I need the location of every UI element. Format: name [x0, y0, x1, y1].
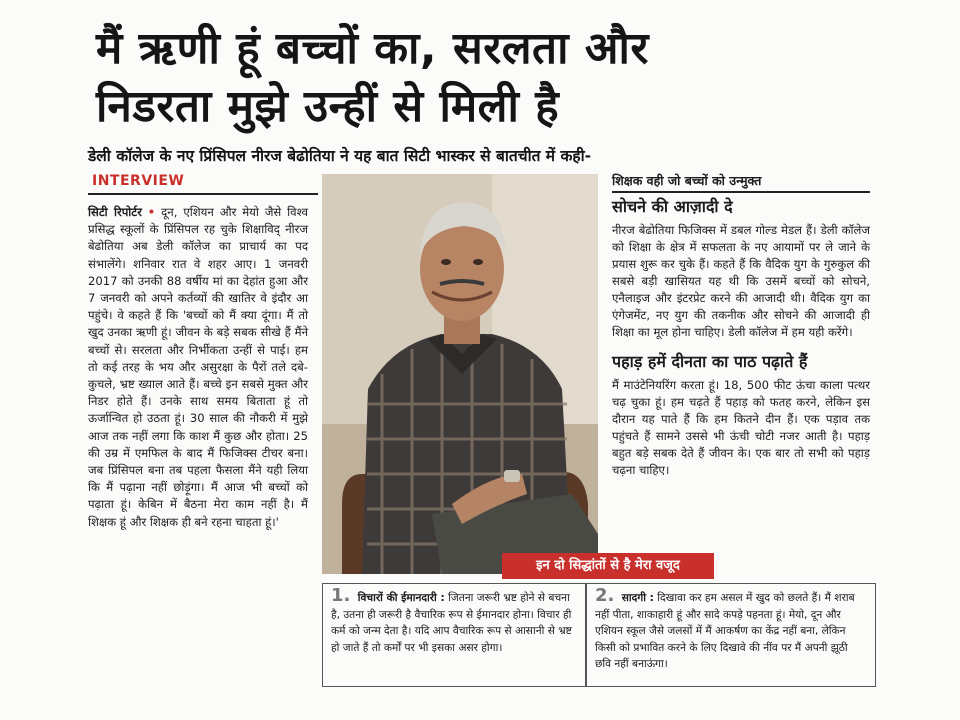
- right-rule: [612, 191, 870, 193]
- right-column: [612, 172, 870, 479]
- principle-2-number: 2.: [595, 585, 615, 606]
- principle-box-1: [322, 583, 586, 687]
- headline-line-2: निडरता मुझे उन्हीं से मिली है: [96, 81, 560, 132]
- principle-2-text: दिखावा कर हम असल में खुद को छलते हैं। मैं शराब नहीं पीता, शाकाहारी हूं और सादे कपड़े पहनता हूं। मेयो, दून और एशियन स्कूल जैसे जलसों में मैं आकर्षण का केंद्र नहीं बना, लेकिन किसी को प्रभावित करने के लिए दिखावे की नींव पर मैं अपनी झूठी छवि नहीं बनाऊंगा।: [595, 592, 855, 670]
- principal-photo: [322, 174, 598, 574]
- interview-kicker: INTERVIEW: [92, 173, 185, 189]
- principle-2-title: सादगी :: [621, 592, 654, 604]
- right-heading-2: पहाड़ हमें दीनता का पाठ पढ़ाते हैं: [612, 351, 808, 371]
- kicker-rule: [88, 193, 318, 195]
- principle-1-title: विचारों की ईमानदारी :: [357, 592, 445, 604]
- subheadline: डेली कॉलेज के नए प्रिंसिपल नीरज बेढोतिया ने यह बात सिटी भास्कर से बातचीत में कही-: [88, 147, 592, 165]
- right-paragraph-1: नीरज बेढोतिया फिजिक्स में डबल गोल्ड मेडल हैं। डेली कॉलेज को शिक्षा के क्षेत्र में सफलता के नए आयामों पर ले जाने के प्रयास शुरू कर चुके हैं। कहते हैं कि वैदिक युग के गुरुकुल की सबसे बड़ी खासियत यह थी कि उसमें बच्चों को सोचने, एनैलाइज और इंटरप्रेट करने की आजादी थी। वैदिक युग का एंगेजमेंट, नए युग की तकनीक और सोचने की आजादी ही शिक्षा का मूल होना चाहिए। डेली कॉलेज में हम यही करेंगे।: [612, 222, 870, 339]
- byline-bullet: •: [147, 205, 156, 219]
- left-column: [88, 204, 308, 531]
- principal-photo-illustration: [322, 174, 598, 574]
- headline-line-1: मैं ऋणी हूं बच्चों का, सरलता और: [96, 23, 649, 74]
- right-kicker: शिक्षक वही जो बच्चों को उन्मुक्त: [612, 173, 762, 188]
- principles-banner: इन दो सिद्धांतों से है मेरा वजूद: [502, 553, 714, 579]
- principle-1-text: जितना जरूरी भ्रष्ट होने से बचना है, उतना ही जरूरी है वैचारिक रूप से ईमानदार होना। विचार ही कर्म को जन्म देता है। यदि आप वैचारिक रूप से आसानी से भ्रष्ट हो जाते हैं तो कर्मों पर भी इसका असर होगा।: [331, 592, 572, 654]
- left-column-body: दून, एशियन और मेयो जैसे विश्व प्रसिद्ध स्कूलों के प्रिंसिपल रह चुके शिक्षाविद् नीरज बेढोतिया अब डेली कॉलेज का प्राचार्य का पद संभालेंगे। शनिवार रात वे शहर आए। 1 जनवरी 2017 को उनकी 88 वर्षीय मां का देहांत हुआ और 7 जनवरी को अपने कर्तव्यों की खातिर वे इंदौर आ पहुंचे। वे कहते हैं कि 'बच्चों को मैं क्या दूंगा। मैं तो खुद उनका ऋणी हूं। जीवन के बड़े सबक सीखे हैं मैंने बच्चों से। सरलता और निर्भीकता उन्हीं से पाई। हम तो कई तरह के भय और असुरक्षा के पैरों तले दबे-कुचले, भ्रष्ट ख्याल आते हैं। बच्चे इन सबसे मुक्त और निडर होते हैं। उनके साथ समय बिताता हूं तो ऊर्जान्वित हो उठता हूं। 30 साल की नौकरी में मुझे आज तक नहीं लगा कि काश मैं कुछ और होता। 25 की उम्र में एमफिल के बाद मैं फिजिक्स टीचर बना। जब प्रिंसिपल बना तब पहला फैसला मैंने यही लिया कि मैं पढ़ाना नहीं छोड़ूंगा। मैं आज भी बच्चों को पढ़ाता हूं। केबिन में बैठना मेरा काम नहीं है। मैं शिक्षक हूं और शिक्षक ही बने रहना चाहता हूं।': [88, 205, 308, 529]
- headline: [96, 20, 876, 136]
- right-paragraph-2: मैं माउंटेनियरिंग करता हूं। 18, 500 फीट ऊंचा काला पत्थर चढ़ चुका हूं। हम चढ़ते हैं पहाड़ को फतह करने, लेकिन इस दौरान यह पाते हैं कि हम कितने दीन हैं। एक पड़ाव तक पहुंचते हैं सामने उससे भी ऊंची चोटी नजर आती है। पहाड़ बहुत बड़े सबक देते हैं जीवन के। एक बार तो सभी को पहाड़ चढ़ना चाहिए।: [612, 377, 870, 477]
- right-heading-1: सोचने की आज़ादी दे: [612, 196, 733, 216]
- byline: सिटी रिपोर्टर: [88, 205, 142, 219]
- principle-1-number: 1.: [331, 585, 351, 606]
- principle-box-2: [586, 583, 876, 687]
